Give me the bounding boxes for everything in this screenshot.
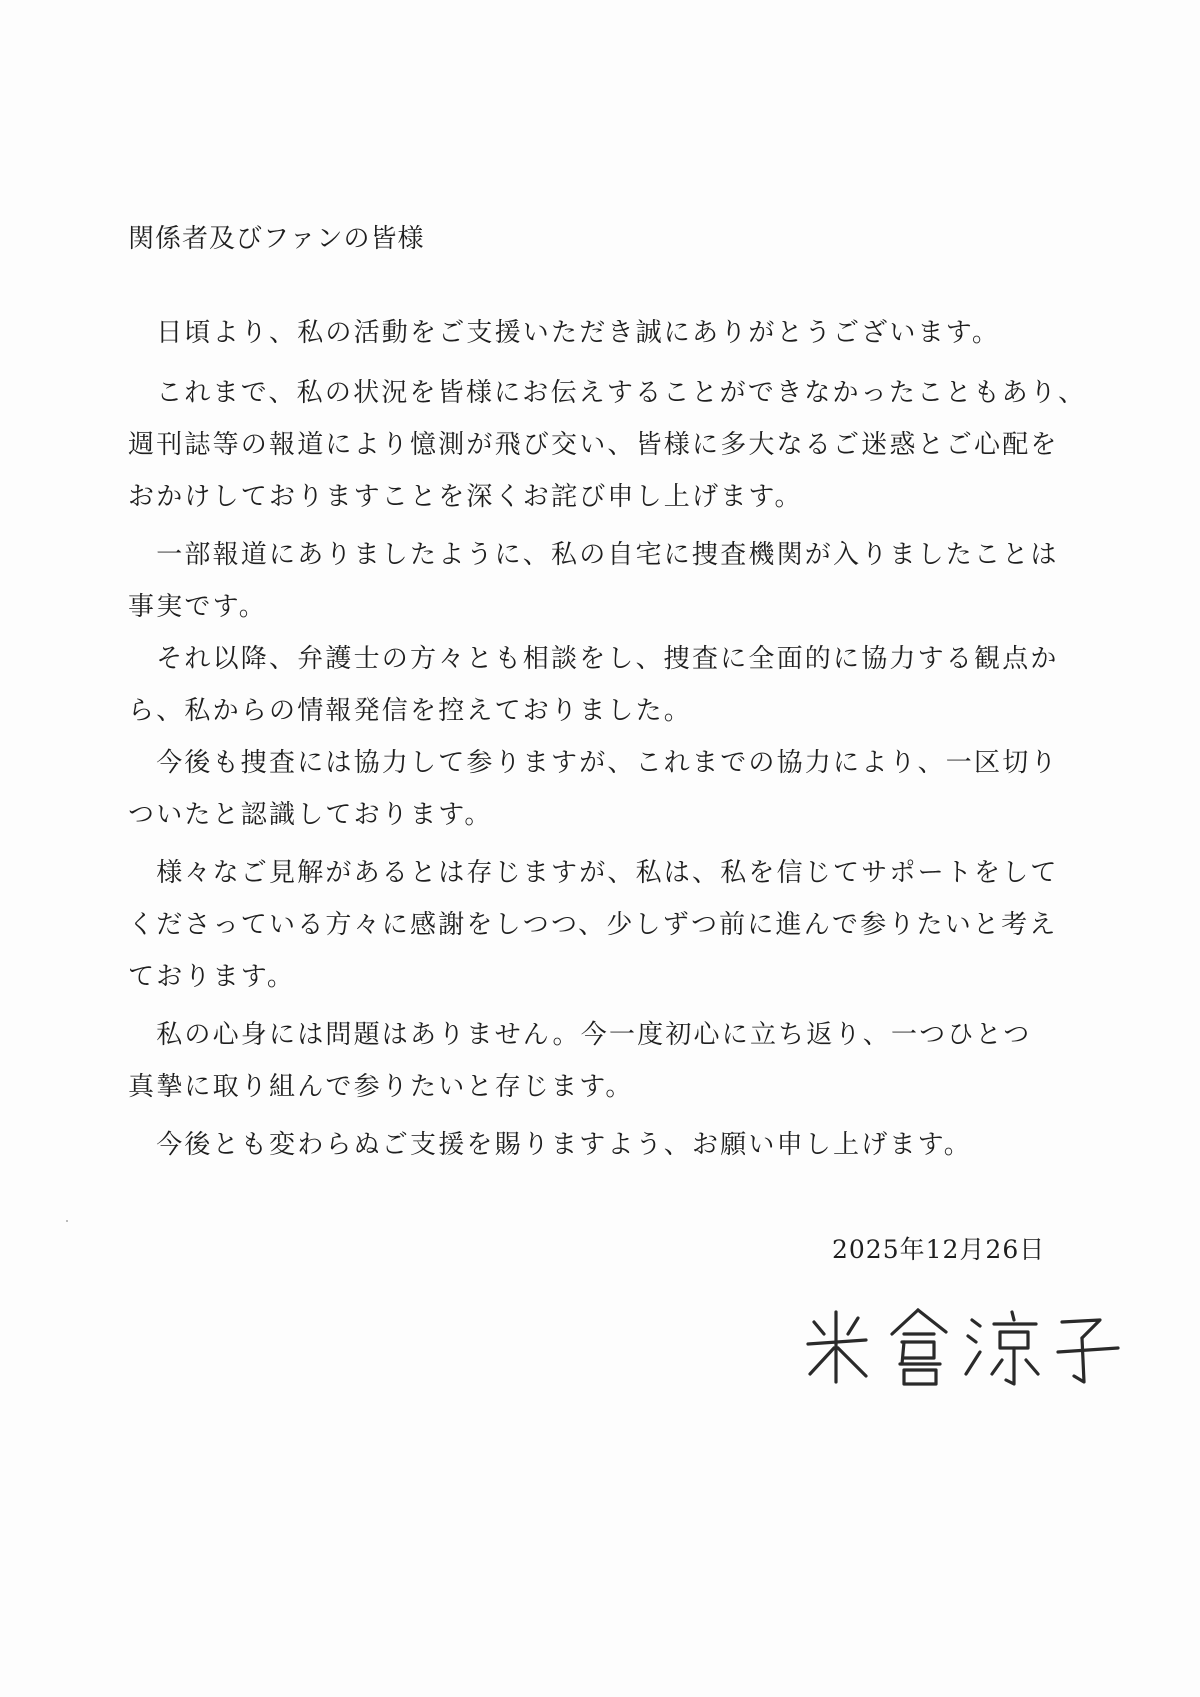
body-line: くださっている方々に感謝をしつつ、少しずつ前に進んで参りたいと考え [128,910,1058,940]
body-line: これまで、私の状況を皆様にお伝えすることができなかったこともあり、 [128,378,1087,408]
body-line: それ以降、弁護士の方々とも相談をし、捜査に全面的に協力する観点か [128,644,1059,674]
body-line: おかけしておりますことを深くお詫び申し上げます。 [128,482,803,512]
letter-date: 2025年12月26日 [832,1235,1046,1264]
body-line: 一部報道にありましたように、私の自宅に捜査機関が入りましたことは [128,540,1059,570]
body-line: 週刊誌等の報道により憶測が飛び交い、皆様に多大なるご迷惑とご心配を [128,430,1059,460]
scan-speck [66,1220,68,1222]
body-line: ついたと認識しております。 [128,800,493,830]
body-line: ております。 [128,962,296,992]
body-line: 私の心身には問題はありません。今一度初心に立ち返り、一つひとつ [128,1020,1032,1050]
body-line: 今後とも変わらぬご支援を賜りますよう、お願い申し上げます。 [128,1130,972,1160]
handwritten-signature [800,1300,1130,1390]
body-line: 今後も捜査には協力して参りますが、これまでの協力により、一区切り [128,748,1059,778]
body-line: ら、私からの情報発信を控えておりました。 [128,696,693,726]
body-line: 事実です。 [128,592,267,622]
body-line: 真摯に取り組んで参りたいと存じます。 [128,1072,634,1102]
body-line: 日頃より、私の活動をご支援いただき誠にありがとうございます。 [128,318,1001,348]
body-line: 様々なご見解があるとは存じますが、私は、私を信じてサポートをして [128,858,1059,888]
salutation: 関係者及びファンの皆様 [128,224,425,254]
